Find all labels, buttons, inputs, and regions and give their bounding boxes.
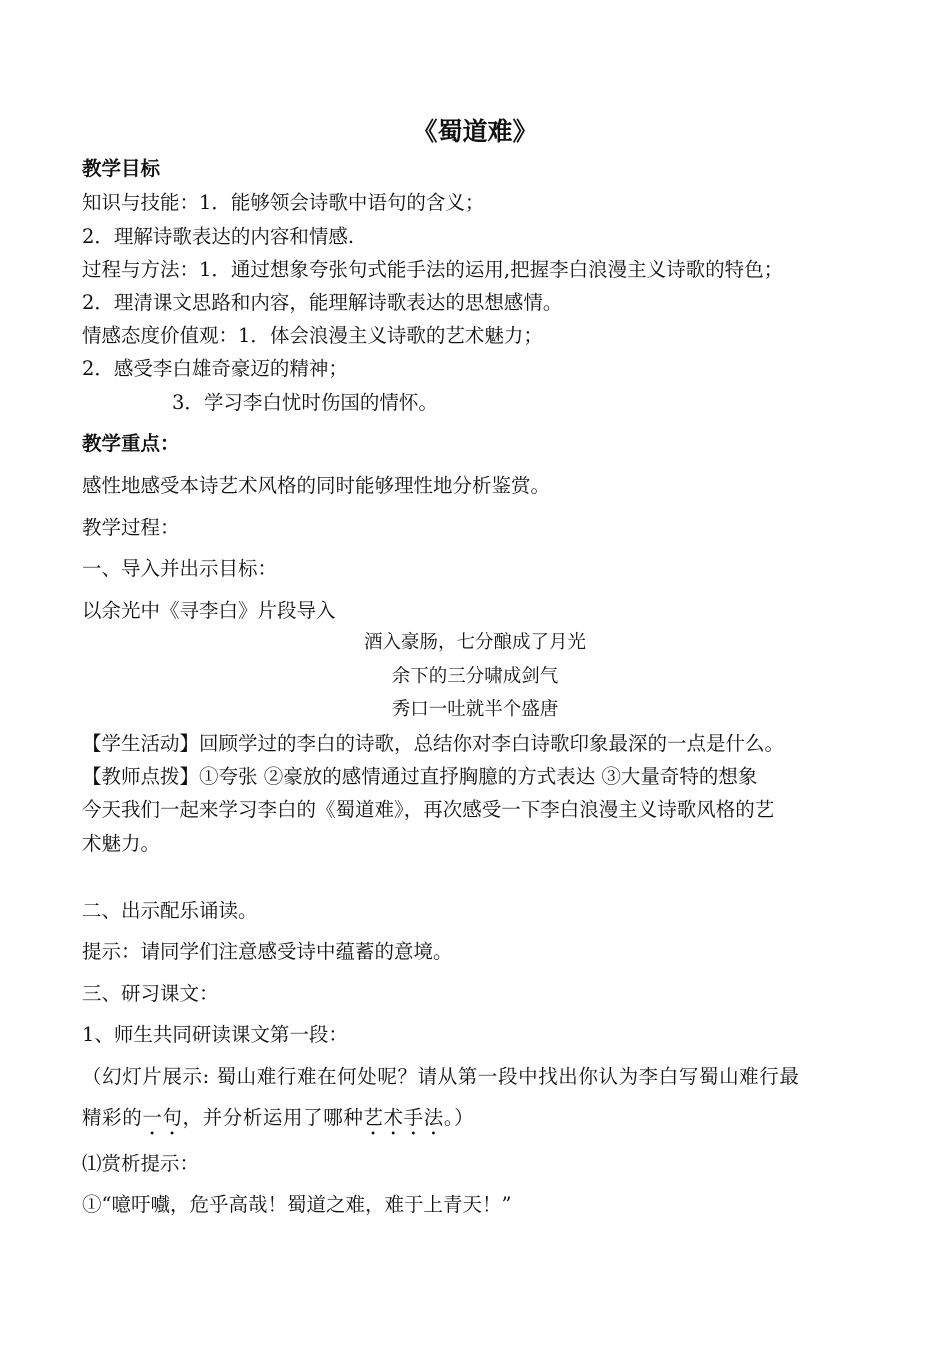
knowledge-line-1 (82, 190, 484, 216)
process-heading: 教学过程： (82, 516, 180, 539)
knowledge-label: 知识与技能： (82, 191, 200, 214)
process-label: 过程与方法： (82, 258, 200, 281)
emotion-item-2: 2．感受李白雄奇豪迈的精神； (82, 357, 348, 380)
intro-text: 以余光中《寻李白》片段导入 (82, 599, 336, 622)
hint-text: 提示：请同学们注意感受诗中蕴蓄的意境。 (82, 940, 453, 963)
slide-text-e: 。） (443, 1106, 475, 1129)
page-title: 《蜀道难》 (412, 117, 538, 146)
poem-line-1: 酒入豪肠，七分酿成了月光 (363, 632, 586, 653)
today-line-2: 术魅力。 (82, 832, 161, 855)
slide-text-a: 精彩的 (82, 1106, 143, 1129)
emotion-line-1 (82, 323, 543, 349)
appreciation-hint: ⑴赏析提示： (82, 1152, 200, 1175)
step-3: 三、研习课文： (82, 982, 219, 1005)
slide-prompt-line-2 (82, 1105, 474, 1140)
knowledge-item-2: 2．理解诗歌表达的内容和情感. (82, 225, 355, 248)
key-point-text: 感性地感受本诗艺术风格的同时能够理性地分析鉴赏。 (82, 474, 551, 497)
slide-text-c: ，并分析运用了哪种 (182, 1106, 364, 1129)
process-line-1 (82, 257, 783, 283)
step-2: 二、出示配乐诵读。 (82, 899, 258, 922)
student-activity: 【学生活动】回顾学过的李白的诗歌，总结你对李白诗歌印象最深的一点是什么。 (82, 732, 785, 755)
poem-line-2: 余下的三分啸成剑气 (391, 666, 559, 687)
quote-1: ①“噫吁嚱，危乎高哉！蜀道之难，难于上青天！” (82, 1193, 512, 1216)
key-point-heading: 教学重点： (82, 432, 180, 455)
slide-prompt-line-1: （幻灯片展示: 蜀山难行难在何处呢？请从第一段中找出你认为李白写蜀山难行最 (82, 1065, 800, 1088)
step-1: 一、导入并出示目标： (82, 557, 278, 580)
emotion-item-3: 3．学习李白忧时伤国的情怀。 (172, 391, 438, 414)
emphasized-one-sentence: 一句 (142, 1106, 183, 1129)
process-item-2: 2．理清课文思路和内容，能理解诗歌表达的思想感情。 (82, 291, 563, 314)
emphasized-art-technique: 艺术手法 (363, 1106, 444, 1129)
today-line-1: 今天我们一起来学习李白的《蜀道难》，再次感受一下李白浪漫主义诗歌风格的艺 (82, 798, 775, 821)
knowledge-item-1: 1．能够领会诗歌中语句的含义； (199, 191, 485, 214)
emotion-item-1: 1．体会浪漫主义诗歌的艺术魅力； (238, 324, 543, 347)
process-item-1: 1．通过想象夸张句式能手法的运用,把握李白浪漫主义诗歌的特色； (199, 258, 784, 281)
poem-line-3: 秀口一吐就半个盛唐 (391, 699, 559, 720)
sub-step-1: 1、师生共同研读课文第一段： (82, 1023, 348, 1046)
teacher-tip: 【教师点拨】①夸张 ②豪放的感情通过直抒胸臆的方式表达 ③大量奇特的想象 (82, 765, 758, 788)
objectives-heading: 教学目标 (82, 157, 161, 180)
emotion-label: 情感态度价值观： (82, 324, 239, 347)
